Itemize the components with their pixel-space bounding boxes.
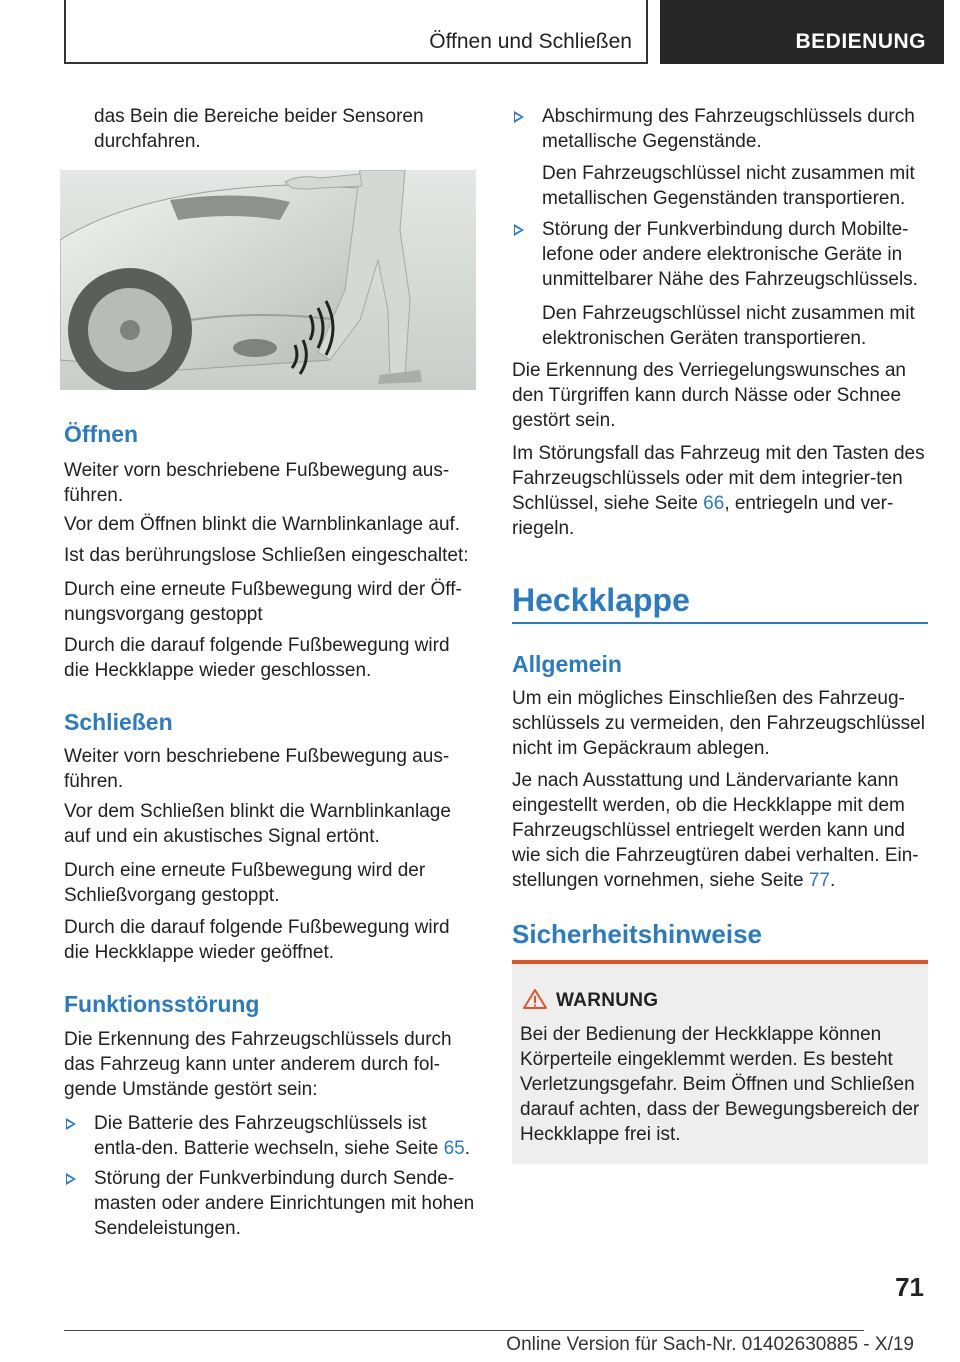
schliessen-p1: Weiter vorn beschriebene Fußbewegung aus-führen. <box>64 746 450 792</box>
allgemein-p1: Um ein mögliches Einschließen des Fahrzeug-schlüssels zu vermeiden, den Fahrzeugschlüssel nicht im Gepäckraum ablegen. <box>512 688 925 759</box>
fault-case-text: Im Störungsfall das Fahrzeug mit den Tasten des Fahrzeugschlüssels oder mit dem integrier-ten Schlüssel, siehe Seite 66, entriegeln und ver-riegeln. <box>512 443 925 539</box>
heading-allgemein: Allgemein <box>512 651 622 677</box>
intro-text: das Bein die Bereiche beider Sensoren durchfahren. <box>94 106 424 152</box>
schliessen-p3: Durch eine erneute Fußbewegung wird der Schließvorgang gestoppt. <box>64 860 426 906</box>
chapter-tab-label: BEDIENUNG <box>795 30 926 53</box>
heading-heckklappe: Heckklappe <box>512 582 690 618</box>
heading-funktionsstoerung: Funktionsstörung <box>64 991 260 1017</box>
bullet-triangle-icon <box>66 1118 76 1130</box>
bullet-mobile-phones-note: Den Fahrzeugschlüssel nicht zusammen mit elektronischen Geräten transportieren. <box>542 303 915 349</box>
bullet-shielding <box>512 104 928 154</box>
warning-triangle-icon <box>522 988 548 1010</box>
tailgate-foot-sensor-illustration <box>60 170 476 390</box>
oeffnen-p1: Weiter vorn beschriebene Fußbewegung aus-führen. <box>64 460 450 506</box>
bullet-radio-masts-text: Störung der Funkverbindung durch Sende-masten oder andere Einrichtungen mit hohen Sendeleistungen. <box>94 1168 475 1239</box>
heading-underline <box>512 622 928 624</box>
page-link-77[interactable]: 77 <box>808 870 830 891</box>
section-title: Öffnen und Schließen <box>429 30 632 53</box>
bullet-mobile-phones-text: Störung der Funkverbindung durch Mobilte-lefone oder andere elektronische Geräte in unmittelbarer Nähe des Fahrzeugschlüssels. <box>542 219 918 290</box>
footer-divider <box>64 1330 864 1331</box>
bullet-triangle-icon <box>514 111 524 123</box>
oeffnen-p3: Ist das berührungslose Schließen eingeschaltet: <box>64 545 469 566</box>
bullet-triangle-icon <box>514 224 524 236</box>
warning-label: WARNUNG <box>556 990 659 1011</box>
oeffnen-p4: Durch eine erneute Fußbewegung wird der Öff-nungsvorgang gestoppt <box>64 579 462 625</box>
heading-sicherheitshinweise: Sicherheitshinweise <box>512 919 762 949</box>
bullet-battery <box>64 1111 476 1161</box>
bullet-shielding-text: Abschirmung des Fahrzeugschlüssels durch metallische Gegenstände. <box>542 106 915 152</box>
page-link-66[interactable]: 66 <box>703 493 725 514</box>
bullet-radio-masts <box>64 1166 476 1241</box>
heading-schliessen: Schließen <box>64 709 173 735</box>
page-number: 71 <box>895 1272 924 1302</box>
bullet-shielding-note: Den Fahrzeugschlüssel nicht zusammen mit metallischen Gegenständen transportieren. <box>542 163 915 209</box>
bullet-triangle-icon <box>66 1173 76 1185</box>
page-link-65[interactable]: 65 <box>443 1138 465 1159</box>
header-section-box <box>64 0 648 64</box>
oeffnen-p5: Durch die darauf folgende Fußbewegung wird die Heckklappe wieder geschlossen. <box>64 635 450 681</box>
warning-text: Bei der Bedienung der Heckklappe können Körperteile eingeklemmt werden. Es besteht Verletzungsgefahr. Beim Öffnen und Schließen darauf achten, dass der Bewegungsbereich der Heckklappe frei ist. <box>520 1024 920 1145</box>
warning-box <box>512 960 928 1164</box>
door-handle-text: Die Erkennung des Verriegelungswunsches an den Türgriffen kann durch Nässe oder Schnee gestört sein. <box>512 360 906 431</box>
heading-oeffnen: Öffnen <box>64 421 139 447</box>
schliessen-p2: Vor dem Schließen blinkt die Warnblinkanlage auf und ein akustisches Signal ertönt. <box>64 801 451 847</box>
oeffnen-p2: Vor dem Öffnen blinkt die Warnblinkanlage auf. <box>64 514 461 535</box>
bullet-battery-text: Die Batterie des Fahrzeugschlüssels ist entla-den. Batterie wechseln, siehe Seite 65. <box>94 1113 471 1159</box>
bullet-mobile-phones <box>512 217 928 292</box>
stoerung-p1: Die Erkennung des Fahrzeugschlüssels durch das Fahrzeug kann unter anderem durch fol-gende Umstände gestört sein: <box>64 1029 452 1100</box>
car-rear-with-person-illustration <box>60 170 476 390</box>
allgemein-p2: Je nach Ausstattung und Ländervariante kann eingestellt werden, ob die Heckklappe mit dem Fahrzeugschlüssel entriegelt werden kann und wie sich die Fahrzeugtüren dabei verhalten. Ein-stellungen vornehmen, siehe Seite 77. <box>512 770 919 891</box>
online-version-text: Online Version für Sach-Nr. 01402630885 - X/19 <box>506 1334 914 1355</box>
schliessen-p4: Durch die darauf folgende Fußbewegung wird die Heckklappe wieder geöffnet. <box>64 917 450 963</box>
chapter-tab <box>660 0 944 64</box>
